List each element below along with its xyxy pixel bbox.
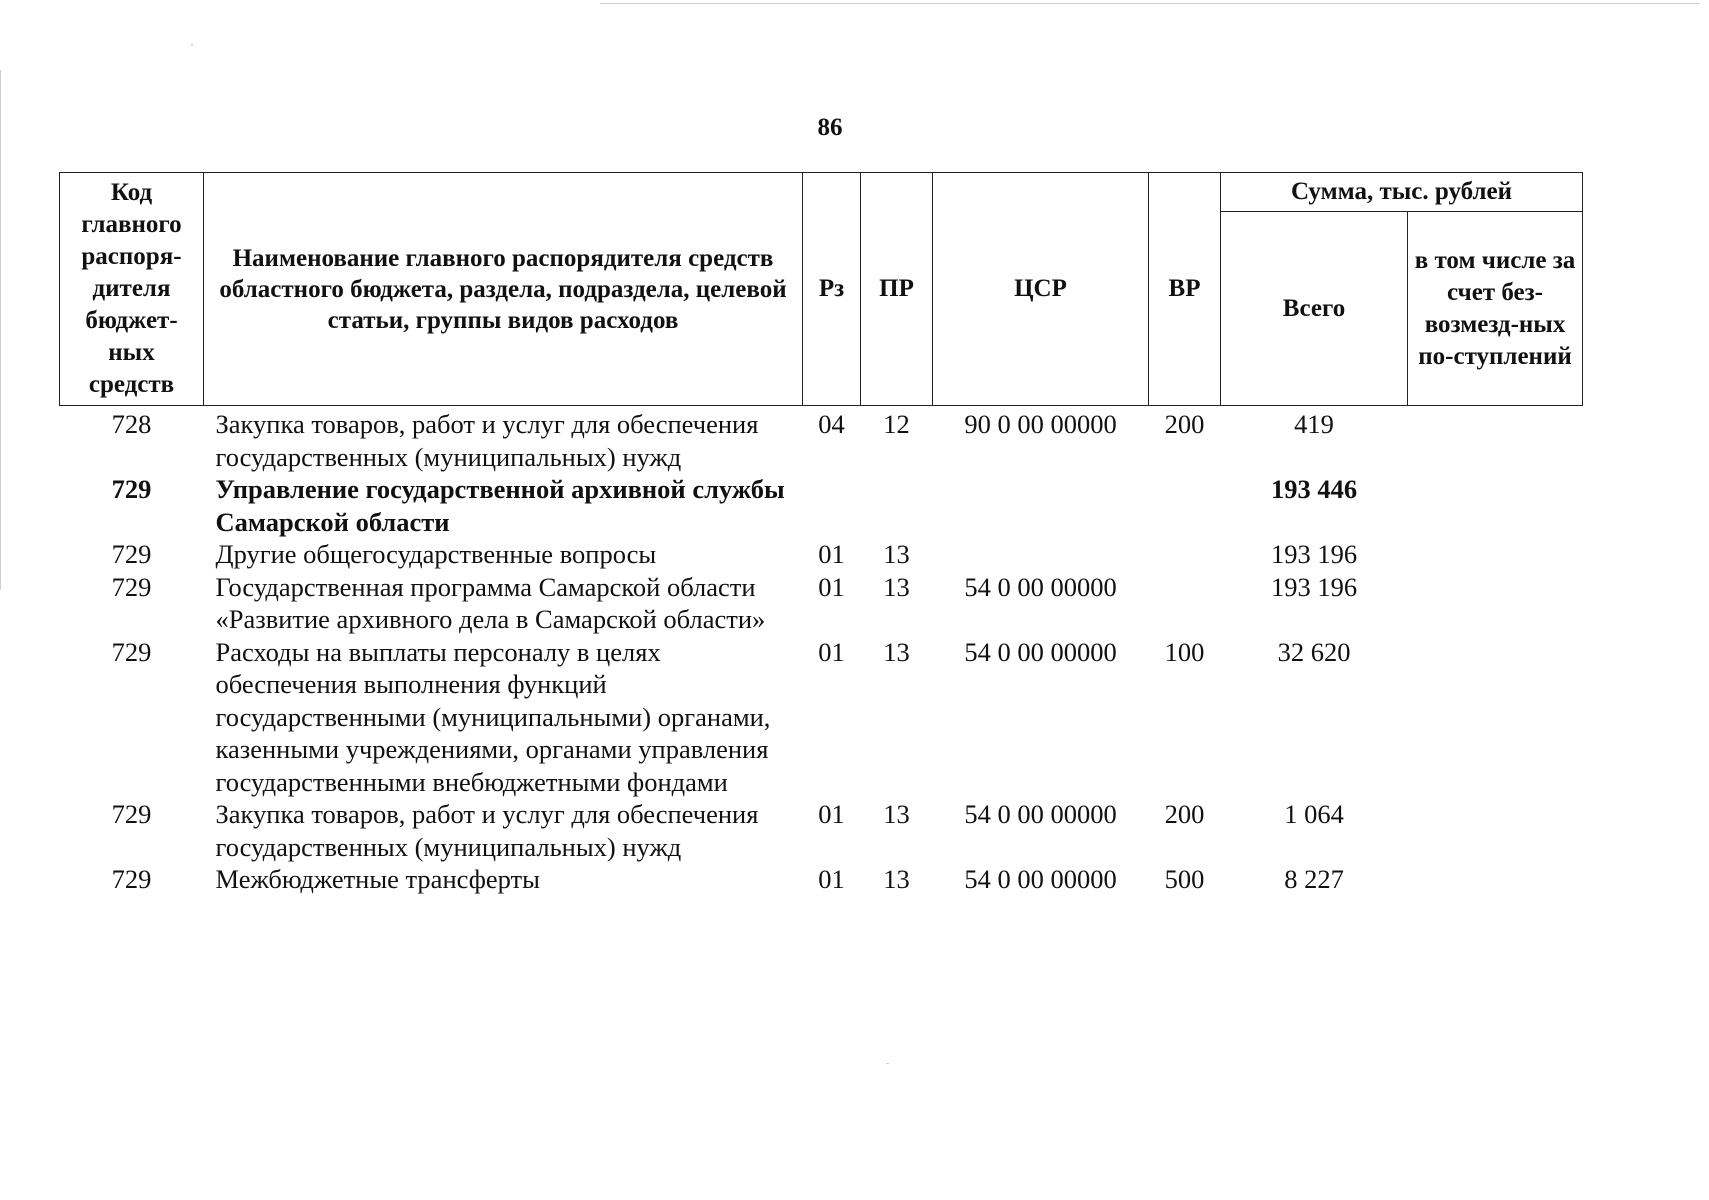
header-name: Наименование главного распорядителя средств областного бюджета, раздела, подраздела, целевой статьи, группы видов расходов: [204, 173, 803, 406]
cell-total: 1 064: [1284, 799, 1344, 829]
header-csr: ЦСР: [933, 173, 1149, 406]
cell-pr: 12: [883, 409, 910, 439]
cell-rz: 01: [818, 799, 845, 829]
cell-pr: 13: [883, 864, 910, 894]
cell-vr: 200: [1164, 409, 1205, 439]
cell-code: 729: [111, 571, 152, 602]
cell-vr: 200: [1164, 799, 1205, 829]
cell-csr: [933, 473, 1149, 538]
cell-csr: 90 0 00 00000: [964, 409, 1117, 439]
budget-table: [59, 172, 1583, 896]
header-total: Всего: [1221, 212, 1408, 406]
cell-rz: 01: [818, 539, 845, 569]
cell-vr: [1149, 473, 1221, 538]
cell-total: 193 196: [1270, 539, 1358, 569]
cell-rz: 04: [818, 409, 845, 439]
cell-pr: 13: [883, 799, 910, 829]
header-code: Код главного распоря-дителя бюджет-ных средств: [60, 173, 204, 406]
cell-free: [1408, 636, 1583, 799]
header-vr: ВР: [1149, 173, 1221, 406]
cell-code: 728: [111, 409, 152, 439]
cell-pr: 13: [883, 571, 910, 602]
cell-code: 729: [111, 474, 152, 504]
cell-total: 419: [1294, 409, 1334, 439]
cell-free: [1408, 538, 1583, 571]
cell-free: [1408, 798, 1583, 863]
cell-vr: [1149, 571, 1221, 636]
table-row: [60, 863, 1583, 896]
cell-name: Расходы на выплаты персоналу в целях обеспечения выполнения функций государственными (муниципальными) органами, казенными учреждениями, органами управления государственными внебюджетными фондами: [215, 636, 771, 797]
cell-pr: 13: [883, 636, 910, 667]
header-rz: Рз: [803, 173, 861, 406]
cell-csr: 54 0 00 00000: [964, 571, 1117, 602]
cell-rz: 01: [818, 636, 845, 667]
table-row: [60, 406, 1583, 474]
table-row: [60, 538, 1583, 571]
header-pr: ПР: [861, 173, 933, 406]
page-number: 86: [817, 114, 843, 141]
scan-artifact-line: [600, 3, 1700, 4]
cell-total: 193 196: [1270, 571, 1358, 602]
cell-pr: 13: [883, 539, 910, 569]
cell-rz: 01: [818, 864, 845, 894]
scan-artifact-dot: [191, 44, 193, 45]
cell-name: Межбюджетные трансферты: [215, 864, 540, 894]
header-sum-group: Сумма, тыс. рублей: [1221, 173, 1583, 212]
table-row: [60, 473, 1583, 538]
cell-csr: 54 0 00 00000: [964, 799, 1117, 829]
cell-vr: 100: [1164, 636, 1205, 667]
cell-code: 729: [111, 799, 152, 829]
table-row: [60, 798, 1583, 863]
cell-code: 729: [111, 539, 152, 569]
cell-name: Управление государственной архивной службы Самарской области: [215, 474, 785, 537]
cell-code: 729: [111, 636, 152, 667]
cell-code: 729: [111, 864, 152, 894]
cell-free: [1408, 863, 1583, 896]
cell-name: Закупка товаров, работ и услуг для обеспечения государственных (муниципальных) нужд: [215, 799, 759, 862]
table-body: [60, 406, 1583, 896]
cell-rz: [803, 473, 861, 538]
table-row: [60, 636, 1583, 799]
cell-csr: 54 0 00 00000: [964, 636, 1117, 667]
cell-name: Другие общегосударственные вопросы: [215, 539, 657, 569]
table-header: [60, 173, 1583, 406]
scan-artifact-dot: [886, 1063, 889, 1064]
cell-total: 32 620: [1277, 636, 1351, 667]
cell-free: [1408, 473, 1583, 538]
cell-free: [1408, 571, 1583, 636]
cell-vr: 500: [1164, 864, 1205, 894]
cell-csr: [933, 538, 1149, 571]
scan-artifact-line: [0, 70, 1, 590]
cell-rz: 01: [818, 571, 845, 602]
header-free: в том числе за счет без-возмезд-ных по-ступлений: [1408, 212, 1583, 406]
cell-free: [1408, 406, 1583, 474]
cell-total: 193 446: [1270, 474, 1358, 504]
cell-total: 8 227: [1284, 864, 1344, 894]
cell-csr: 54 0 00 00000: [964, 864, 1117, 894]
table-row: [60, 571, 1583, 636]
cell-vr: [1149, 538, 1221, 571]
cell-name: Закупка товаров, работ и услуг для обеспечения государственных (муниципальных) нужд: [215, 409, 759, 472]
cell-name: Государственная программа Самарской области «Развитие архивного дела в Самарской области»: [215, 571, 766, 634]
cell-pr: [861, 473, 933, 538]
